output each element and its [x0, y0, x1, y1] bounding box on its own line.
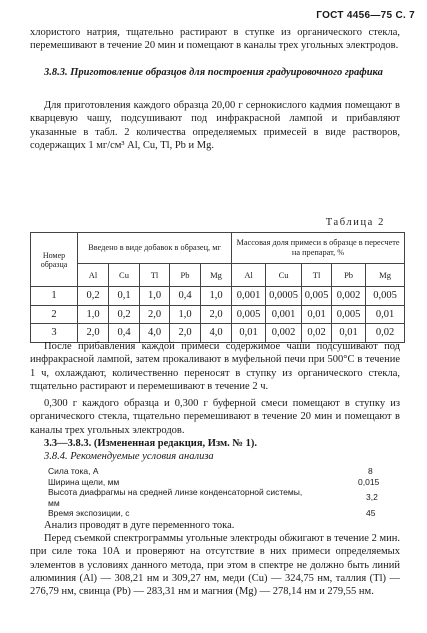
cell-number: 3 [31, 324, 78, 343]
table-caption: Таблица 2 [325, 217, 385, 228]
cell-number: 1 [31, 287, 78, 306]
paragraph-after-table-1: После прибавления каждой примеси содержимое чаши подсушивают под инфракрасной лампой, затем прокаливают в муфельной печи при 500°С в течение 1 ч, охлаждают, количественно переносят в ступку из органического стекла, тщательно растирают и перемешивают в течение 2 ч. [30, 341, 400, 392]
header-element: Cu [109, 264, 140, 287]
cell-mass: 0,02 [366, 324, 405, 343]
cell-added: 1,0 [201, 287, 232, 306]
condition-item [48, 508, 408, 519]
cell-mass: 0,001 [232, 287, 266, 306]
page-header: ГОСТ 4456—75 С. 7 [316, 10, 415, 21]
cell-mass: 0,005 [232, 305, 266, 324]
header-added-group: Введено в виде добавок в образец, мг [78, 233, 232, 264]
condition-item [48, 477, 408, 488]
condition-value: 45 [366, 508, 376, 518]
condition-item [48, 466, 408, 477]
cell-mass: 0,001 [266, 305, 302, 324]
conditions-list [48, 466, 408, 519]
composition-table [30, 232, 405, 343]
cell-mass: 0,01 [302, 305, 332, 324]
header-element: Pb [170, 264, 201, 287]
paragraph-final: Перед съемкой спектрограммы угольные электроды обжигают в течение 2 мин. при силе тока 10А и проверяют на отсутствие в них примеси определяемых элементов в условиях данного метода, при этом в спектре не должно быть линий алюминия (Al) — 308,21 нм и 309,27 нм, меди (Cu) — 324,75 нм, таллия (Tl) — 276,79 нм, свинца (Pb) — 283,31 нм и магния (Mg) — 278,14 нм и 279,55 нм. [30, 533, 400, 598]
cell-mass: 0,002 [266, 324, 302, 343]
cell-added: 0,2 [109, 305, 140, 324]
cell-added: 4,0 [140, 324, 170, 343]
cell-mass: 0,02 [302, 324, 332, 343]
cell-mass: 0,01 [332, 324, 366, 343]
paragraph-after-table-2: 0,300 г каждого образца и 0,300 г буферной смеси помещают в ступку из органического стекла, тщательно перемешивают в течение 20 мин и помещают в каналы трех угольных электродов. [30, 398, 400, 436]
cell-added: 2,0 [78, 324, 109, 343]
amendment-note: 3.3—3.8.3. (Измененная редакция, Изм. № 1). [44, 438, 257, 449]
condition-label: Сила тока, А [48, 466, 99, 476]
header-element: Al [78, 264, 109, 287]
cell-added: 0,4 [170, 287, 201, 306]
section-3-8-3-paragraph: Для приготовления каждого образца 20,00 г сернокислого кадмия помещают в кварцевую чашу, подсушивают под инфракрасной лампой и прибавляют указанные в табл. 2 количества определяемых примесей в виде растворов, содержащих 1 мг/см³ Al, Cu, Tl, Pb и Mg. [30, 100, 400, 151]
cell-mass: 0,005 [332, 305, 366, 324]
section-heading-3-8-3: 3.8.3. Приготовление образцов для построения градуировочного графика [44, 67, 383, 78]
paragraph-analysis: Анализ проводят в дуге переменного тока. [44, 520, 235, 531]
header-element: Mg [201, 264, 232, 287]
cell-added: 0,1 [109, 287, 140, 306]
cell-added: 0,2 [78, 287, 109, 306]
header-element: Pb [332, 264, 366, 287]
condition-value: 8 [368, 466, 373, 476]
cell-mass: 0,002 [332, 287, 366, 306]
table-element-row [31, 264, 405, 287]
cell-added: 4,0 [201, 324, 232, 343]
cell-mass: 0,01 [232, 324, 266, 343]
header-element: Tl [140, 264, 170, 287]
cell-number: 2 [31, 305, 78, 324]
cell-mass: 0,005 [302, 287, 332, 306]
header-mass-group: Массовая доля примеси в образце в пересчете на препарат, % [232, 233, 405, 264]
header-element: Al [232, 264, 266, 287]
condition-item [48, 487, 408, 508]
header-element: Cu [266, 264, 302, 287]
cell-added: 1,0 [140, 287, 170, 306]
section-heading-3-8-4: 3.8.4. Рекомендуемые условия анализа [44, 451, 214, 462]
condition-value: 3,2 [366, 492, 378, 502]
cell-mass: 0,005 [366, 287, 405, 306]
condition-label: Время экспозиции, с [48, 508, 130, 518]
cell-mass: 0,0005 [266, 287, 302, 306]
intro-paragraph: хлористого натрия, тщательно растирают в ступке из органического стекла, перемешивают в течение 20 мин и помещают в каналы трех угольных электродов. [30, 27, 400, 52]
header-sample-number: Номер образца [31, 233, 78, 287]
table-header-row [31, 233, 405, 264]
header-element: Mg [366, 264, 405, 287]
table-row [31, 305, 405, 324]
condition-label: Ширина щели, мм [48, 476, 120, 487]
condition-value: 0,015 [358, 476, 380, 487]
cell-added: 2,0 [201, 305, 232, 324]
cell-added: 2,0 [140, 305, 170, 324]
cell-mass: 0,01 [366, 305, 405, 324]
table-row [31, 287, 405, 306]
cell-added: 0,4 [109, 324, 140, 343]
condition-label: Высота диафрагмы на средней линзе конденсаторной системы, мм [48, 487, 303, 508]
cell-added: 1,0 [170, 305, 201, 324]
cell-added: 2,0 [170, 324, 201, 343]
header-element: Tl [302, 264, 332, 287]
cell-added: 1,0 [78, 305, 109, 324]
